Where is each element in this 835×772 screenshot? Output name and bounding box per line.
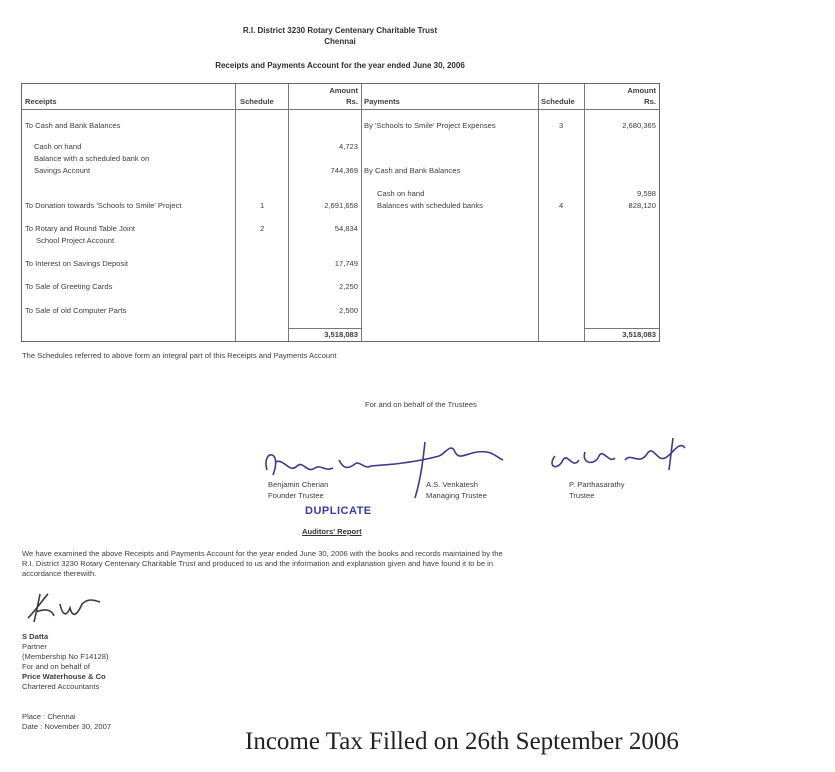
header-amount-right-unit: Rs.	[644, 97, 656, 106]
trustee-1-role: Founder Trustee	[268, 491, 324, 500]
receipts-payments-table	[21, 83, 660, 342]
header-amount-right: Amount	[627, 86, 656, 95]
payment-schedule: 3	[559, 121, 564, 130]
receipt-label: School Project Account	[36, 236, 115, 245]
receipt-amount: 4,723	[338, 142, 358, 151]
trustee-3-name: P. Parthasarathy	[569, 480, 625, 489]
receipt-schedule: 1	[260, 201, 265, 210]
receipt-amount: 2,691,658	[324, 201, 358, 210]
trustee-3-role: Trustee	[569, 491, 595, 500]
receipt-amount: 2,500	[338, 306, 358, 315]
trustee-2-name: A.S. Venkatesh	[426, 480, 478, 489]
receipts-total: 3,518,083	[324, 330, 358, 339]
auditor-title: Partner	[22, 642, 47, 651]
trustees-behalf: For and on behalf of the Trustees	[365, 400, 477, 409]
header-schedule-left: Schedule	[240, 97, 274, 106]
receipt-label: Savings Account	[34, 166, 91, 175]
receipt-amount: 744,369	[330, 166, 358, 175]
org-name: R.I. District 3230 Rotary Centenary Charitable Trust	[242, 26, 438, 35]
header-amount-left: Amount	[329, 86, 358, 95]
receipt-label: To Interest on Savings Deposit	[25, 259, 128, 268]
header-schedule-right: Schedule	[541, 97, 575, 106]
auditor-firm-type: Chartered Accountants	[22, 682, 100, 691]
header-amount-left-unit: Rs.	[346, 97, 358, 106]
receipt-label: Balance with a scheduled bank on	[34, 154, 150, 163]
receipt-amount: 2,250	[338, 282, 358, 291]
receipt-label: Cash on hand	[34, 142, 82, 151]
schedules-note: The Schedules referred to above form an integral part of this Receipts and Payments Account	[22, 351, 337, 360]
header-receipts: Receipts	[25, 97, 57, 106]
receipt-label: To Sale of old Computer Parts	[25, 306, 127, 315]
receipt-label: To Sale of Greeting Cards	[25, 282, 113, 291]
city-name: Chennai	[324, 37, 356, 46]
payment-amount: 2,680,365	[622, 121, 656, 130]
auditor-text-line-3: accordance therewith.	[22, 569, 97, 578]
payment-schedule: 4	[559, 201, 564, 210]
auditor-date: Date : November 30, 2007	[22, 722, 112, 731]
header-payments: Payments	[364, 97, 400, 106]
auditor-text-line-1: We have examined the above Receipts and Payments Account for the year ended June 30, 2006 with the books and records maintained by the	[22, 549, 503, 558]
payment-label: By Cash and Bank Balances	[364, 166, 461, 175]
statement-title: Receipts and Payments Account for the year ended June 30, 2006	[215, 61, 465, 70]
auditors-report-heading: Auditors' Report	[302, 527, 362, 536]
receipt-schedule: 2	[260, 224, 265, 233]
income-tax-caption: Income Tax Filled on 26th September 2006	[245, 728, 679, 755]
auditor-text-line-2: R.I. District 3230 Rotary Centenary Charitable Trust and produced to us and the information and explanation given and have found it to be in	[22, 559, 494, 568]
auditor-behalf: For and on behalf of	[22, 662, 90, 671]
auditor-signature	[22, 588, 112, 628]
auditor-membership: (Membership No F14128)	[22, 652, 109, 661]
payment-label: By 'Schools to Smile' Project Expenses	[364, 121, 496, 130]
payment-amount: 828,120	[628, 201, 656, 210]
receipt-label: To Donation towards 'Schools to Smile' Project	[25, 201, 182, 210]
trustee-2-role: Managing Trustee	[426, 491, 487, 500]
receipt-amount: 17,749	[334, 259, 358, 268]
auditor-place: Place : Chennai	[22, 712, 76, 721]
trustee-1-name: Benjamin Cherian	[268, 480, 329, 489]
payment-label: Balances with scheduled banks	[377, 201, 483, 210]
receipt-amount: 54,834	[334, 224, 358, 233]
duplicate-stamp: DUPLICATE	[305, 505, 372, 517]
receipt-label: To Cash and Bank Balances	[25, 121, 121, 130]
receipt-label: To Rotary and Round Table Joint	[25, 224, 136, 233]
payment-label: Cash on hand	[377, 189, 425, 198]
payments-total: 3,518,083	[622, 330, 656, 339]
payment-amount: 9,598	[636, 189, 656, 198]
auditor-name: S Datta	[22, 632, 49, 641]
auditor-firm: Price Waterhouse & Co	[22, 672, 106, 681]
